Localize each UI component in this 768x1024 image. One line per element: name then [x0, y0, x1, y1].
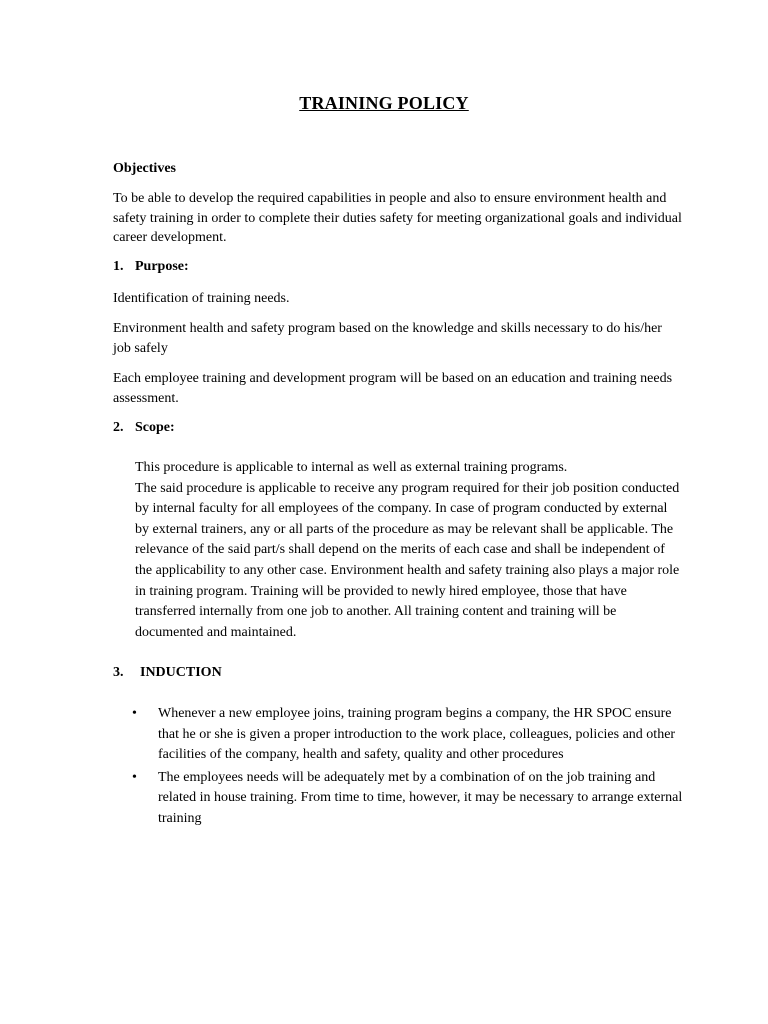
purpose-paragraph: Environment health and safety program based on the knowledge and skills necessary to do his/her job safely: [113, 321, 662, 356]
scope-line1: This procedure is applicable to internal as well as external training programs.: [135, 460, 568, 475]
scope-body: The said procedure is applicable to receive any program required for their job position conducted by internal faculty for all employees of the company. In case of program conducted by external by external trainers, any or all parts of the procedure as may be relevant shall be applicable. The relevance of the said part/s shall depend on the merits of each case and shall be independent of the applicability to any other case. Environment health and safety training also plays a major role in training program. Training will be provided to newly hired employee, those that have transferred internally from one job to another. All training content and training will be documented and maintained.: [135, 480, 680, 640]
purpose-paragraph: Each employee training and development program will be based on an education and training needs assessment.: [113, 371, 673, 406]
objectives-text: To be able to develop the required capabilities in people and also to ensure environment health and safety training in order to complete their duties safety for meeting organizational goals and individual career development.: [113, 191, 682, 245]
induction-number: 3.: [113, 665, 124, 680]
bullet-icon: •: [132, 706, 137, 721]
scope-text: [135, 458, 680, 643]
purpose-number: 1.: [113, 259, 124, 274]
scope-heading: [113, 418, 175, 437]
list-item-text: Whenever a new employee joins, training program begins a company, the HR SPOC ensure that he or she is given a proper introduction to the work place, colleagues, policies and other facilities of the company, health and safety, quality and other procedures: [158, 706, 676, 763]
scope-heading-label: Scope:: [135, 420, 175, 435]
scope-number: 2.: [113, 420, 124, 435]
objectives-heading: Objectives: [113, 161, 176, 176]
bullet-icon: •: [132, 769, 137, 785]
purpose-paragraph: Identification of training needs.: [113, 291, 290, 306]
induction-heading-label: INDUCTION: [140, 665, 222, 680]
induction-bullet-list: [130, 704, 685, 832]
purpose-heading-label: Purpose:: [135, 259, 189, 274]
list-item: [130, 704, 685, 766]
list-item: [130, 768, 685, 830]
page-title: TRAINING POLICY: [299, 93, 469, 113]
induction-heading: [113, 663, 222, 682]
purpose-heading: [113, 257, 189, 276]
list-item-text: The employees needs will be adequately met by a combination of on the job training and related in house training. From time to time, however, it may be necessary to arrange external training: [158, 769, 683, 826]
